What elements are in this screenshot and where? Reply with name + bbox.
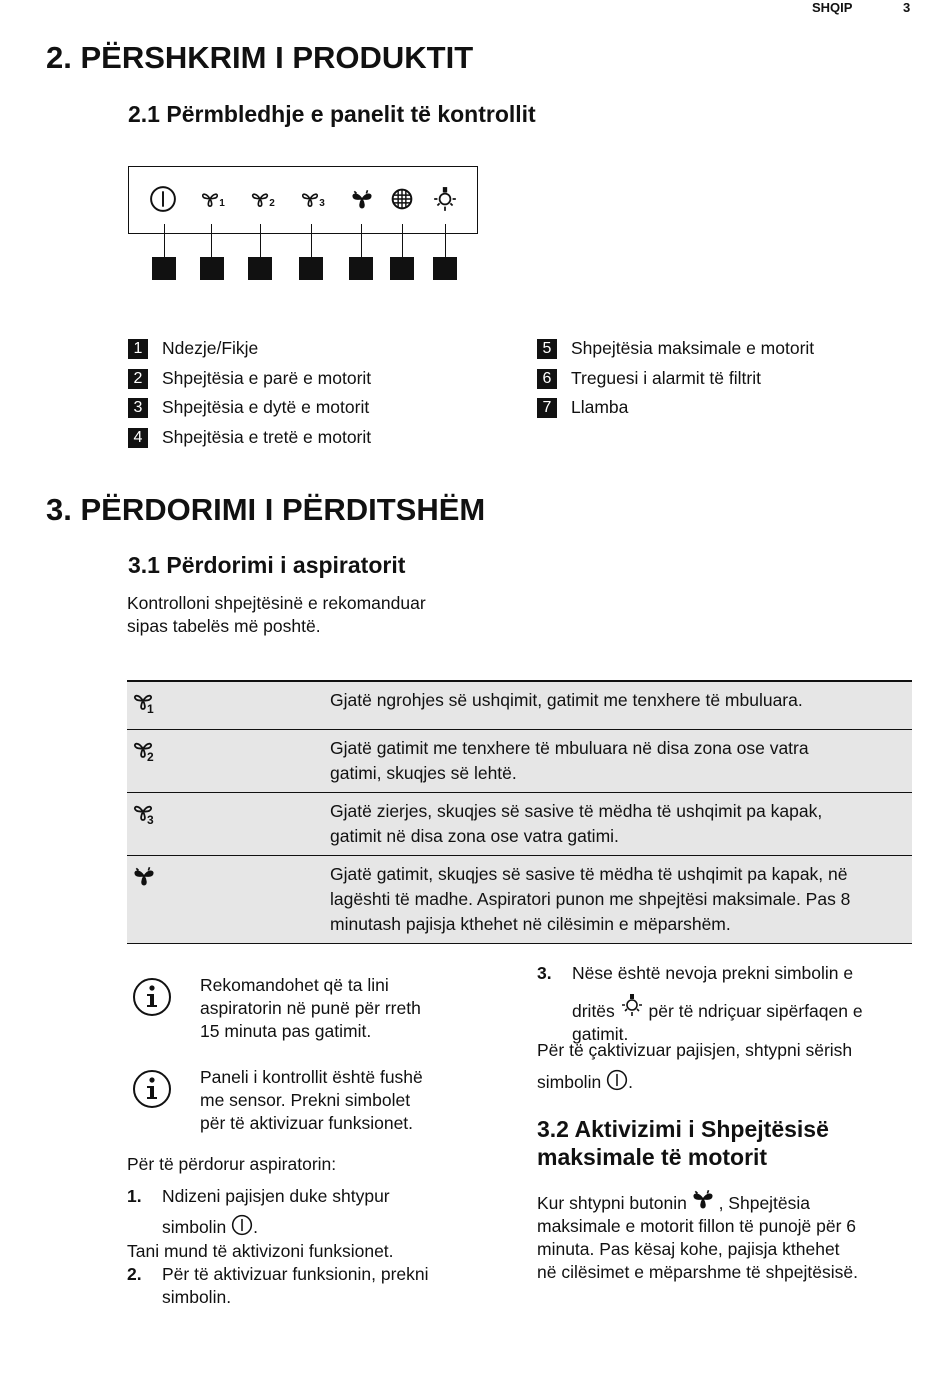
fan-speed-3-icon: 3 xyxy=(133,802,165,830)
after-step-1: Tani mund të aktivizoni funksionet. xyxy=(127,1241,394,1261)
legend-number: 5 xyxy=(537,339,557,359)
legend-label: Shpejtësia maksimale e motorit xyxy=(571,338,815,358)
callout-box-4 xyxy=(299,257,323,280)
lamp-icon xyxy=(620,993,644,1017)
section-3-2-title: 3.2 Aktivizimi i Shpejtësisë maksimale të motorit xyxy=(537,1116,829,1170)
info-note-1: Rekomandohet që ta lini aspiratorin në punë për rreth 15 minuta pas gatimit. xyxy=(200,975,421,1041)
fan-max-speed-icon xyxy=(347,184,377,214)
callout-box-1 xyxy=(152,257,176,280)
intro-line: sipas tabelës më poshtë. xyxy=(127,616,321,636)
power-icon xyxy=(231,1214,253,1236)
fan-speed-1-icon: 1 xyxy=(198,184,228,214)
legend-label: Treguesi i alarmit të filtrit xyxy=(571,368,761,388)
legend-label: Shpejtësia e dytë e motorit xyxy=(162,397,370,417)
legend-label: Ndezje/Fikje xyxy=(162,338,259,358)
table-cell: Gjatë zierjes, skuqjes së sasive të mëdha të ushqimit pa kapak, gatimit në disa zona ose vatra gatimi. xyxy=(330,801,823,846)
table-row xyxy=(127,730,912,793)
table-row xyxy=(127,793,912,856)
legend-item xyxy=(537,368,761,389)
step-2: 2. Për të aktivizuar funksionin, prekni simbolin. xyxy=(127,1264,429,1307)
legend-item xyxy=(537,397,628,418)
leader-line xyxy=(361,224,362,258)
legend-label: Llamba xyxy=(571,397,629,417)
usage-intro: Për të përdorur aspiratorin: xyxy=(127,1154,337,1174)
fan-speed-2-icon: 2 xyxy=(133,739,165,767)
fan-max-speed-icon xyxy=(692,1188,714,1210)
info-note-2: Paneli i kontrollit është fushë me sensor. Prekni simbolet për të aktivizuar funksionet. xyxy=(200,1067,423,1133)
legend-number: 6 xyxy=(537,369,557,389)
callout-box-5 xyxy=(349,257,373,280)
leader-line xyxy=(402,224,403,258)
table-cell: Gjatë gatimit, skuqjes së sasive të mëdha të ushqimit pa kapak, në lagështi të madhe. Aspiratori punon me shpejtësi maksimale. Pas 8 minutash pajisja kthehet në cilësimin e mëparshëm. xyxy=(330,864,851,934)
intro-line: Kontrolloni shpejtësinë e rekomanduar xyxy=(127,593,426,613)
legend-item xyxy=(128,427,371,448)
fan-speed-3-icon: 3 xyxy=(298,184,328,214)
leader-line xyxy=(260,224,261,258)
legend-number: 3 xyxy=(128,398,148,418)
legend-number: 2 xyxy=(128,369,148,389)
fan-speed-1-icon: 1 xyxy=(133,691,165,719)
section-3-title: 3. PËRDORIMI I PËRDITSHËM xyxy=(46,492,486,527)
section-3-2-body: Kur shtypni butonin , Shpejtësia maksimale e motorit fillon të punojë për 6 minuta. Pas kësaj kohe, pajisja kthehet në cilësimet e mëparshme të shpejtësisë. xyxy=(537,1188,858,1284)
step-number: 1. xyxy=(127,1186,142,1206)
legend-number: 1 xyxy=(128,339,148,359)
table-cell: Gjatë gatimit me tenxhere të mbuluara në disa zona ose vatra gatimi, skuqjes së lehtë. xyxy=(330,738,809,783)
callout-box-7 xyxy=(433,257,457,280)
callout-box-3 xyxy=(248,257,272,280)
legend-label: Shpejtësia e parë e motorit xyxy=(162,368,372,388)
page-number: 3 xyxy=(903,0,911,15)
section-2-1-title: 2.1 Përmbledhje e panelit të kontrollit xyxy=(128,101,536,127)
deactivate-text: Për të çaktivizuar pajisjen, shtypni sërish simbolin . xyxy=(537,1040,853,1092)
fan-speed-2-icon: 2 xyxy=(248,184,278,214)
leader-line xyxy=(445,224,446,258)
step-number: 3. xyxy=(537,963,552,983)
legend-number: 4 xyxy=(128,428,148,448)
lamp-icon xyxy=(430,184,460,214)
speed-table xyxy=(127,680,912,944)
header-language: SHQIP xyxy=(812,0,853,15)
fan-max-speed-icon xyxy=(133,865,165,893)
legend-item xyxy=(128,397,369,418)
table-row xyxy=(127,682,912,730)
info-icon xyxy=(132,1069,172,1109)
power-icon xyxy=(606,1069,628,1091)
leader-line xyxy=(211,224,212,258)
step-3: 3. Nëse është nevoja prekni simbolin e dritës për të ndriçuar sipërfaqen e gatimit. xyxy=(537,963,863,1044)
filter-grid-icon xyxy=(387,184,417,214)
table-cell: Gjatë ngrohjes së ushqimit, gatimit me tenxhere të mbuluara. xyxy=(330,690,803,710)
table-row xyxy=(127,856,912,944)
leader-line xyxy=(311,224,312,258)
step-number: 2. xyxy=(127,1264,142,1284)
legend-number: 7 xyxy=(537,398,557,418)
leader-line xyxy=(164,224,165,258)
power-icon xyxy=(148,184,178,214)
info-icon xyxy=(132,977,172,1017)
legend-item xyxy=(128,338,258,359)
intro-text xyxy=(127,592,426,638)
callout-box-2 xyxy=(200,257,224,280)
section-2-title: 2. PËRSHKRIM I PRODUKTIT xyxy=(46,40,474,75)
section-3-1-title: 3.1 Përdorimi i aspiratorit xyxy=(128,552,406,578)
callout-box-6 xyxy=(390,257,414,280)
legend-item xyxy=(537,338,814,359)
step-1: 1. Ndizeni pajisjen duke shtypur simbolin . xyxy=(127,1186,390,1237)
legend-item xyxy=(128,368,371,389)
legend-label: Shpejtësia e tretë e motorit xyxy=(162,427,372,447)
